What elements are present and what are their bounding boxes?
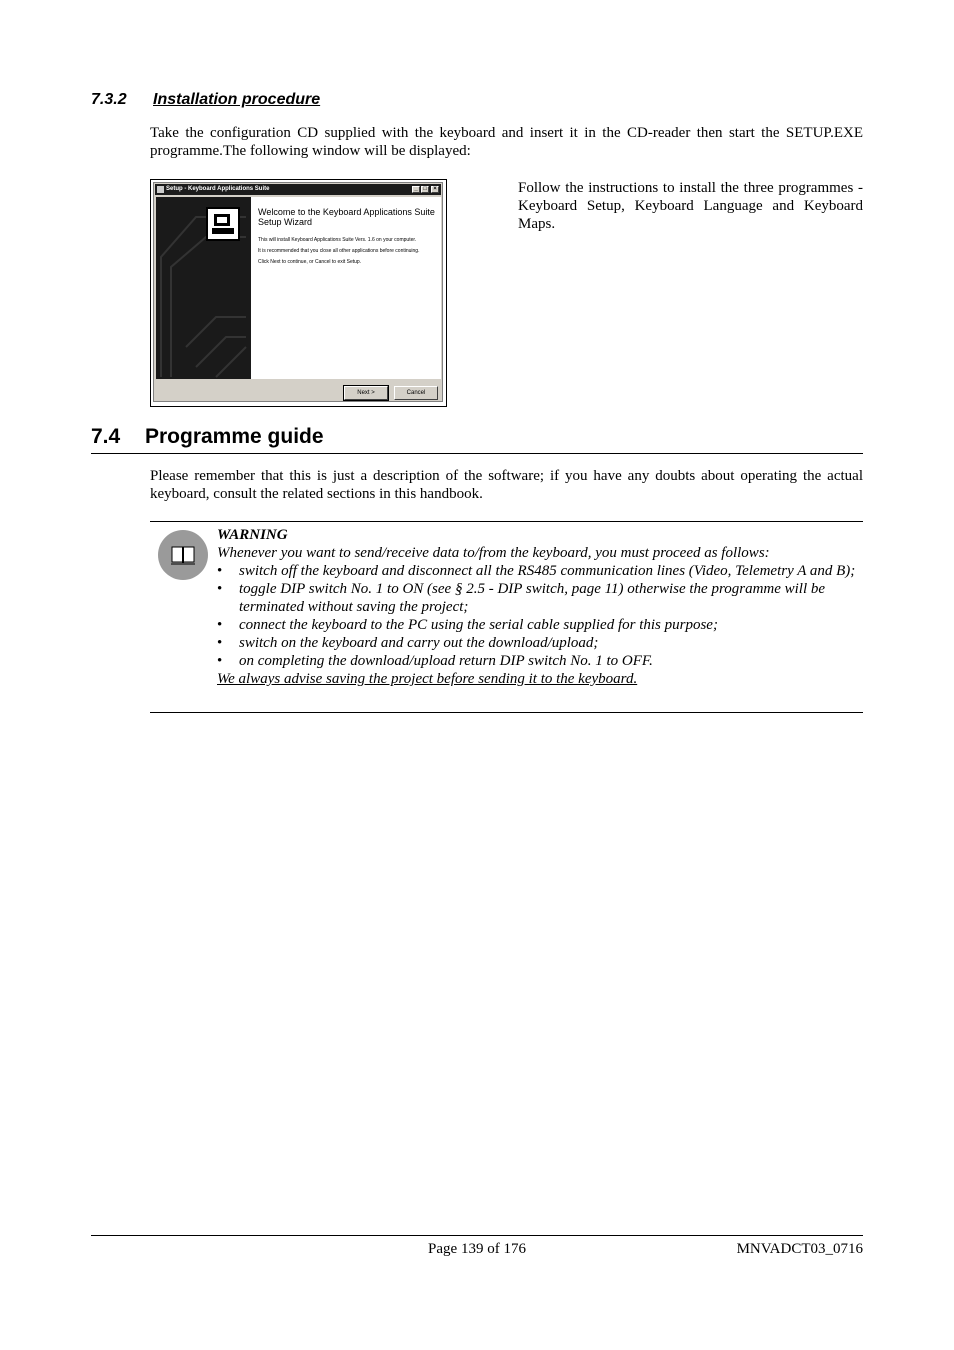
- setup-window: [153, 182, 443, 402]
- setup-window-title: Setup - Keyboard Applications Suite: [166, 186, 270, 192]
- section-number: 7.4: [91, 425, 121, 448]
- guide-paragraph: Please remember that this is just a description of the software; if you have any doubts about operating the actual keyboard, consult the related sections in this handbook.: [150, 468, 863, 502]
- bullet-icon: •: [217, 617, 223, 633]
- intro-paragraph: Take the configuration CD supplied with the keyboard and insert it in the CD-reader then start the SETUP.EXE programme.The following window will be displayed:: [150, 125, 863, 159]
- warning-list-item: • toggle DIP switch No. 1 to ON (see § 2.5 - DIP switch, page 11) otherwise the programme will be terminated without saving the project;: [217, 581, 826, 615]
- minimize-icon[interactable]: _: [412, 186, 420, 193]
- warning-list-item: • connect the keyboard to the PC using the serial cable supplied for this purpose;: [217, 617, 718, 633]
- warning-list-item: • on completing the download/upload return DIP switch No. 1 to OFF.: [217, 653, 653, 669]
- bullet-icon: •: [217, 635, 223, 651]
- section-title: Programme guide: [145, 425, 324, 448]
- subsection-title: Installation procedure: [153, 91, 321, 108]
- wizard-side-banner: [156, 197, 251, 379]
- subsection-heading: [91, 91, 320, 109]
- warning-list: [217, 562, 863, 670]
- subsection-number: 7.3.2: [91, 91, 127, 108]
- warning-intro: Whenever you want to send/receive data to/from the keyboard, you must proceed as follows:: [217, 545, 770, 561]
- warning-box: [150, 521, 863, 713]
- cancel-button[interactable]: Cancel: [394, 386, 438, 400]
- follow-instructions-paragraph: Follow the instructions to install the three programmes - Keyboard Setup, Keyboard Language and Keyboard Maps.: [518, 180, 863, 232]
- wizard-recommend-line: It is recommended that you close all other applications before continuing.: [258, 248, 420, 254]
- wizard-heading: Welcome to the Keyboard Applications Suite Setup Wizard: [258, 207, 435, 227]
- wizard-install-line: This will install Keyboard Applications Suite Vers. 1.6 on your computer.: [258, 237, 417, 243]
- warning-list-item: • switch off the keyboard and disconnect all the RS485 communication lines (Video, Telemetry A and B);: [217, 563, 856, 579]
- setup-window-body: [156, 197, 441, 379]
- section-heading: [91, 423, 863, 454]
- bullet-icon: •: [217, 563, 223, 579]
- bullet-icon: •: [217, 581, 223, 597]
- setup-app-icon: [157, 186, 164, 193]
- warning-list-item: • switch on the keyboard and carry out the download/upload;: [217, 635, 599, 651]
- book-icon: [158, 530, 208, 580]
- warning-footer: We always advise saving the project before sending it to the keyboard.: [217, 671, 638, 687]
- wizard-computer-icon: [206, 207, 240, 241]
- bullet-icon: •: [217, 653, 223, 669]
- wizard-text: [258, 207, 436, 270]
- footer-page-number: Page 139 of 176: [428, 1241, 526, 1257]
- footer-rule: [91, 1235, 863, 1236]
- maximize-icon[interactable]: □: [421, 186, 429, 193]
- next-button[interactable]: Next >: [344, 386, 388, 400]
- close-icon[interactable]: ×: [431, 186, 439, 193]
- wizard-next-line: Click Next to continue, or Cancel to exit Setup.: [258, 259, 362, 265]
- warning-content: [217, 526, 863, 688]
- setup-window-titlebar: [155, 184, 441, 195]
- setup-screenshot-figure: [150, 179, 447, 407]
- footer-document-code: MNVADCT03_0716: [736, 1241, 863, 1257]
- warning-title: WARNING: [217, 527, 288, 543]
